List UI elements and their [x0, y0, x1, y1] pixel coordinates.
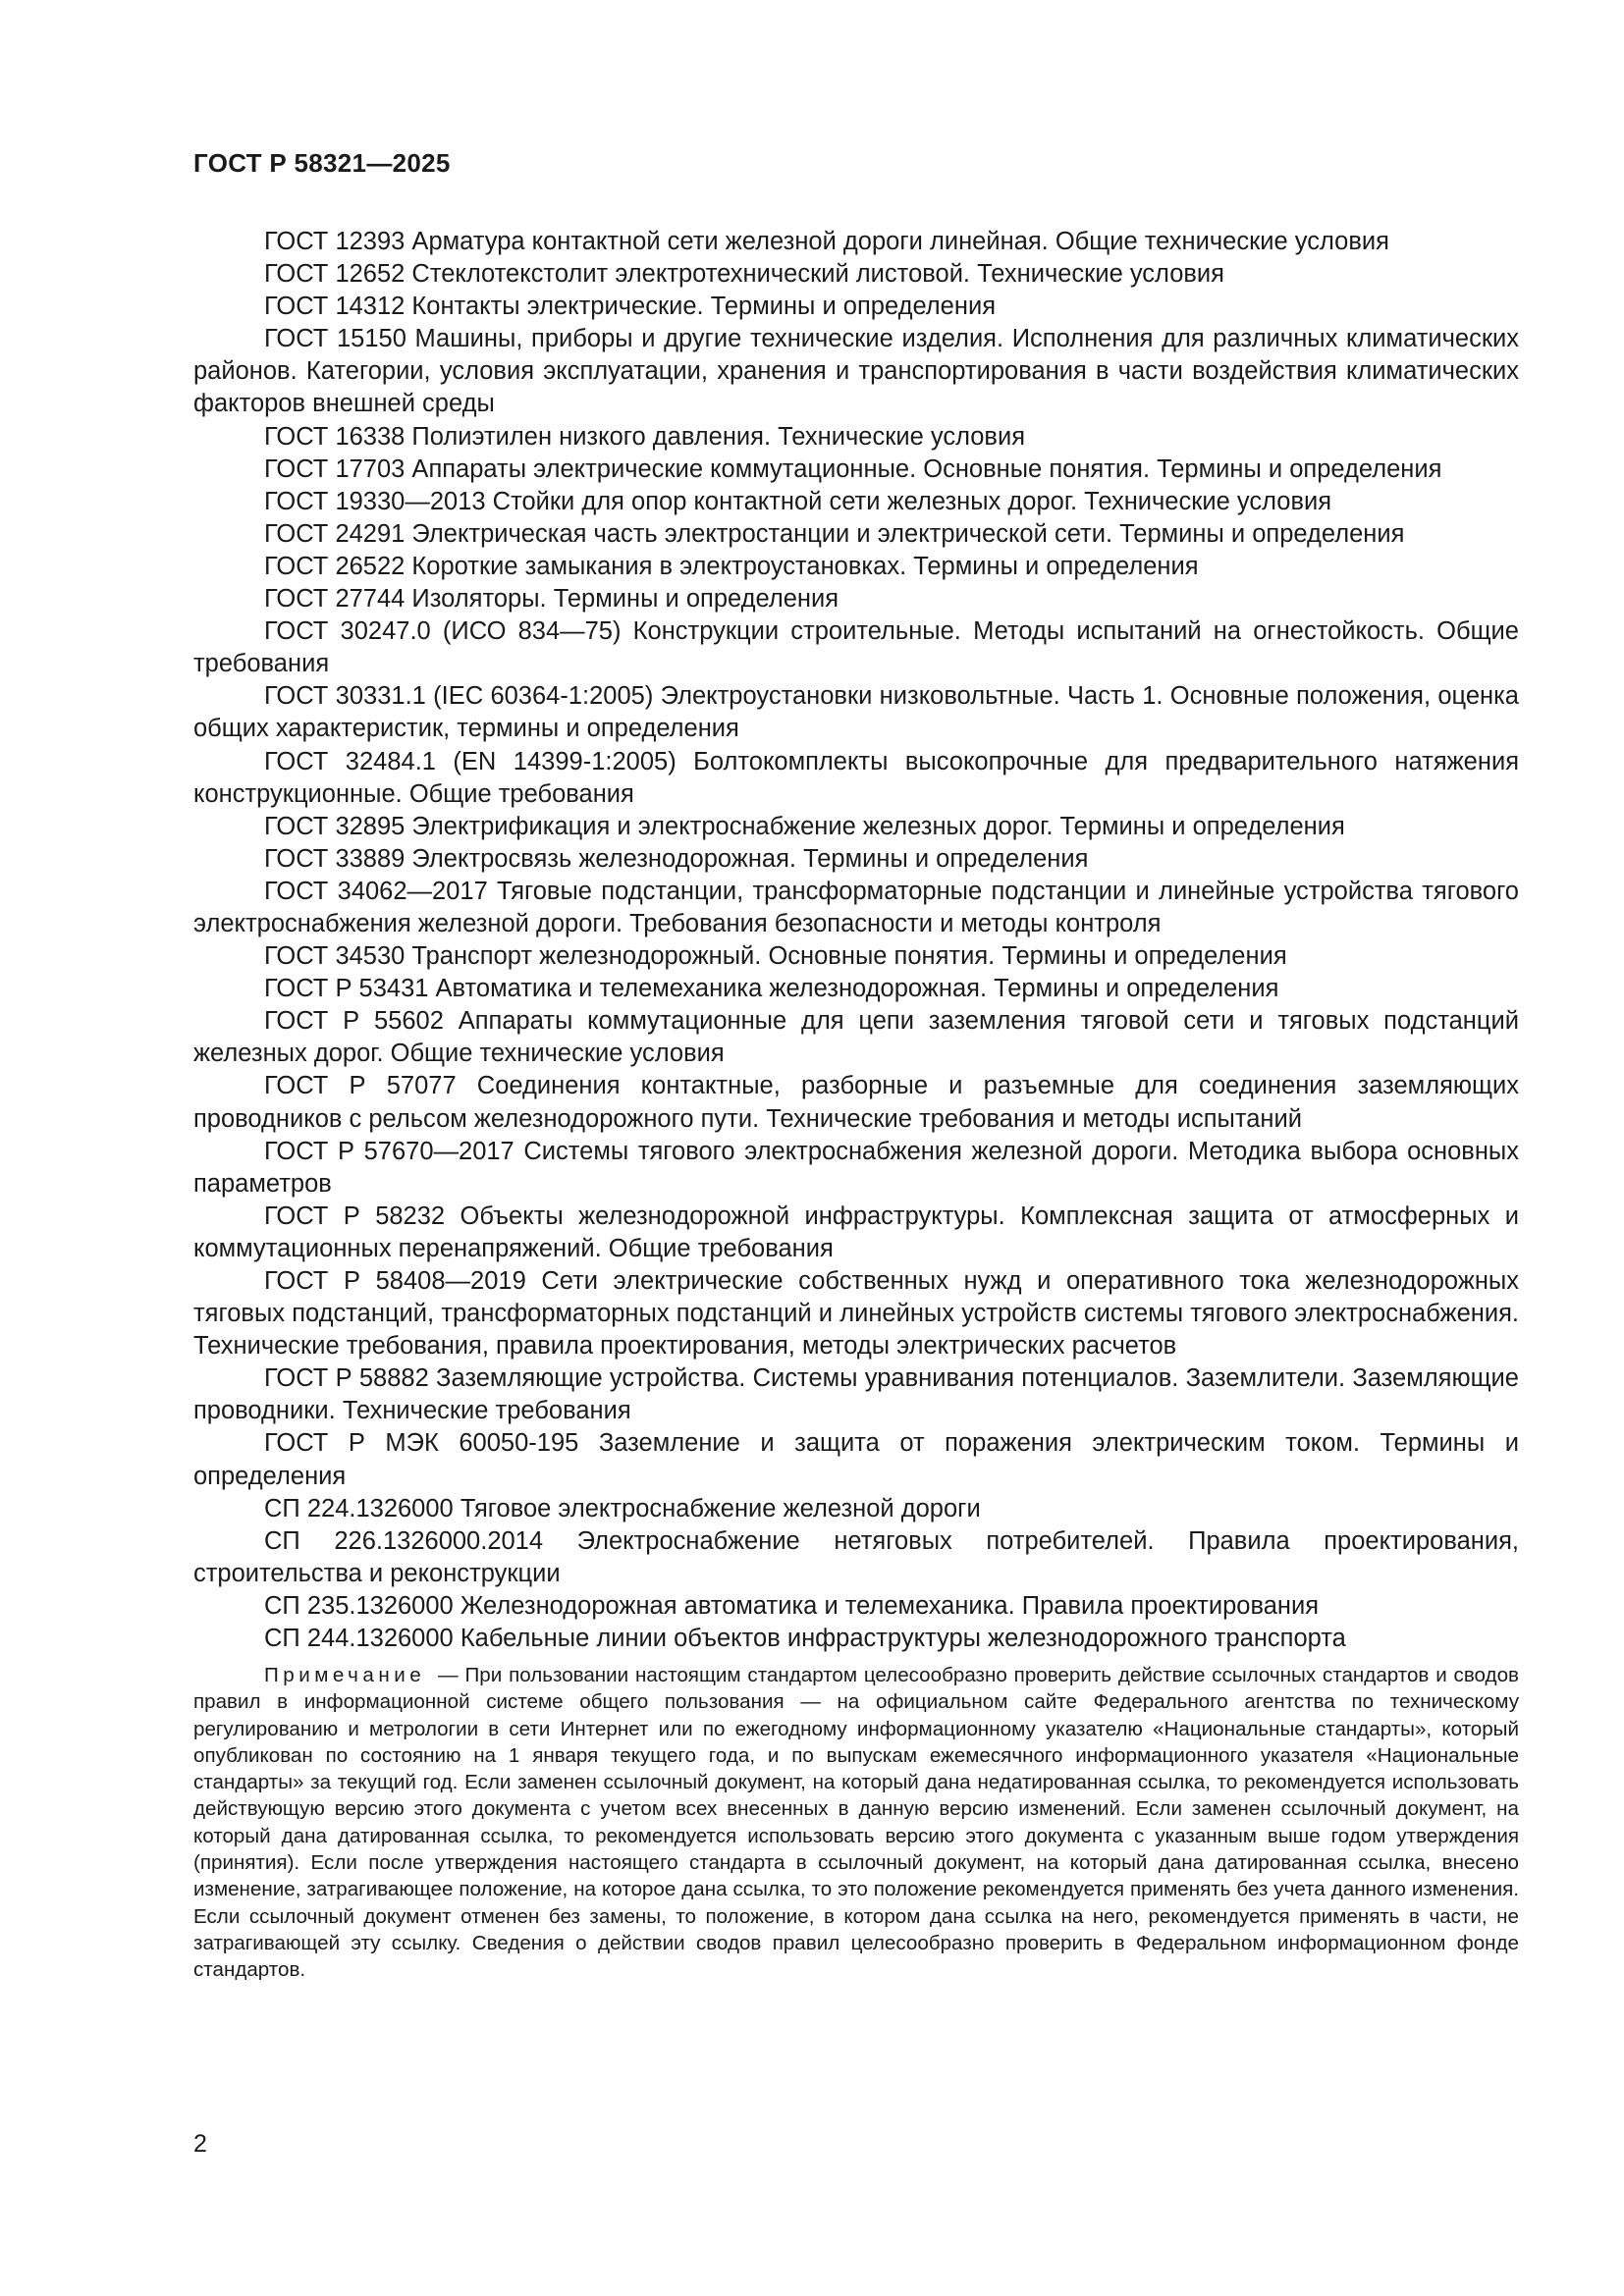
- reference-item: ГОСТ 30331.1 (IEC 60364-1:2005) Электроустановки низковольтные. Часть 1. Основные положения, оценка общих характеристик, термины и определения: [193, 682, 1519, 743]
- note-label: Примечание: [264, 1664, 426, 1686]
- note-text: При пользовании настоящим стандартом целесообразно проверить действие ссылочных стандартов и сводов правил в информационной системе общего пользования — на официальном сайте Федерального агентства по техническому регулированию и метрологии в сети Интернет или по ежегодному информационному указателю «Национальные стандарты», который опубликован по состоянию на 1 января текущего года, и по выпускам ежемесячного информационного указателя «Национальные стандарты» за текущий год. Если заменен ссылочный документ, на который дана недатированная ссылка, то рекомендуется использовать действующую версию этого документа с учетом всех внесенных в данную версию изменений. Если заменен ссылочный документ, на который дана датированная ссылка, то рекомендуется использовать версию этого документа с указанным выше годом утверждения (принятия). Если после утверждения настоящего стандарта в ссылочный документ, на который дана датированная ссылка, внесено изменение, затрагивающее положение, на которое дана ссылка, то это положение рекомендуется применять без учета данного изменения. Если ссылочный документ отменен без замены, то положение, в котором дана ссылка на него, рекомендуется применять в части, не затрагивающей эту ссылку. Сведения о действии сводов правил целесообразно проверить в Федеральном информационном фонде стандартов.: [193, 1664, 1519, 1982]
- reference-item: ГОСТ 15150 Машины, приборы и другие технические изделия. Исполнения для различных климатических районов. Категории, условия эксплуатации, хранения и транспортирования в части воздействия климатических факторов внешней среды: [193, 325, 1519, 418]
- reference-item: ГОСТ Р 58882 Заземляющие устройства. Системы уравнивания потенциалов. Заземлители. Заземляющие проводники. Технические требования: [193, 1364, 1519, 1425]
- reference-item: ГОСТ 33889 Электросвязь железнодорожная. Термины и определения: [264, 844, 1089, 873]
- reference-item: ГОСТ 12393 Арматура контактной сети железной дороги линейная. Общие технические условия: [264, 228, 1389, 255]
- reference-item: ГОСТ Р 55602 Аппараты коммутационные для цепи заземления тяговой сети и тяговых подстанций железных дорог. Общие технические условия: [193, 1007, 1519, 1068]
- reference-item: ГОСТ Р 57077 Соединения контактные, разборные и разъемные для соединения заземляющих проводников с рельсом железнодорожного пути. Технические требования и методы испытаний: [193, 1072, 1519, 1133]
- reference-item: СП 244.1326000 Кабельные линии объектов инфраструктуры железнодорожного транспорта: [264, 1625, 1346, 1653]
- reference-item: ГОСТ 30247.0 (ИСО 834—75) Конструкции строительные. Методы испытаний на огнестойкость. Общие требования: [193, 617, 1519, 678]
- reference-item: ГОСТ 16338 Полиэтилен низкого давления. Технические условия: [264, 422, 1026, 451]
- reference-item: ГОСТ Р 58232 Объекты железнодорожной инфраструктуры. Комплексная защита от атмосферных и коммутационных перенапряжений. Общие требования: [193, 1201, 1519, 1262]
- reference-item: СП 224.1326000 Тяговое электроснабжение железной дороги: [264, 1494, 981, 1522]
- normative-references-list: [193, 226, 1519, 1655]
- reference-item: ГОСТ 19330—2013 Стойки для опор контактной сети железных дорог. Технические условия: [264, 487, 1332, 515]
- page-number: 2: [193, 2130, 207, 2158]
- reference-item: ГОСТ 34062—2017 Тяговые подстанции, трансформаторные подстанции и линейные устройства тягового электроснабжения железной дороги. Требования безопасности и методы контроля: [193, 877, 1519, 937]
- reference-item: ГОСТ 26522 Короткие замыкания в электроустановках. Термины и определения: [264, 552, 1199, 580]
- reference-item: ГОСТ 32484.1 (EN 14399-1:2005) Болтокомплекты высокопрочные для предварительного натяжения конструкционные. Общие требования: [193, 747, 1519, 808]
- reference-item: ГОСТ 34530 Транспорт железнодорожный. Основные понятия. Термины и определения: [264, 942, 1287, 971]
- note-paragraph: [193, 1662, 1519, 1984]
- reference-item: ГОСТ 32895 Электрификация и электроснабжение железных дорог. Термины и определения: [264, 812, 1345, 840]
- reference-item: ГОСТ 12652 Стеклотекстолит электротехнический листовой. Технические условия: [264, 260, 1224, 289]
- reference-item: ГОСТ Р 58408—2019 Сети электрические собственных нужд и оперативного тока железнодорожных тяговых подстанций, трансформаторных подстанций и линейных устройств системы тягового электроснабжения. Технические требования, правила проектирования, методы электрических расчетов: [193, 1267, 1519, 1361]
- reference-item: ГОСТ Р МЭК 60050-195 Заземление и защита от поражения электрическим током. Термины и определения: [193, 1429, 1519, 1490]
- reference-item: СП 235.1326000 Железнодорожная автоматика и телемеханика. Правила проектирования: [264, 1591, 1320, 1620]
- reference-item: ГОСТ 14312 Контакты электрические. Термины и определения: [264, 293, 997, 321]
- reference-item: СП 226.1326000.2014 Электроснабжение нетяговых потребителей. Правила проектирования, строительства и реконструкции: [193, 1526, 1519, 1587]
- note-dash: —: [438, 1664, 459, 1686]
- reference-item: ГОСТ 27744 Изоляторы. Термины и определения: [264, 585, 839, 614]
- reference-item: ГОСТ 17703 Аппараты электрические коммутационные. Основные понятия. Термины и определения: [264, 454, 1442, 483]
- page-header-standard-id: ГОСТ Р 58321—2025: [193, 148, 451, 178]
- reference-item: ГОСТ Р 57670—2017 Системы тягового электроснабжения железной дороги. Методика выбора основных параметров: [193, 1137, 1519, 1198]
- reference-item: ГОСТ 24291 Электрическая часть электростанции и электрической сети. Термины и определения: [264, 519, 1405, 548]
- reference-item: ГОСТ Р 53431 Автоматика и телемеханика железнодорожная. Термины и определения: [264, 975, 1279, 1003]
